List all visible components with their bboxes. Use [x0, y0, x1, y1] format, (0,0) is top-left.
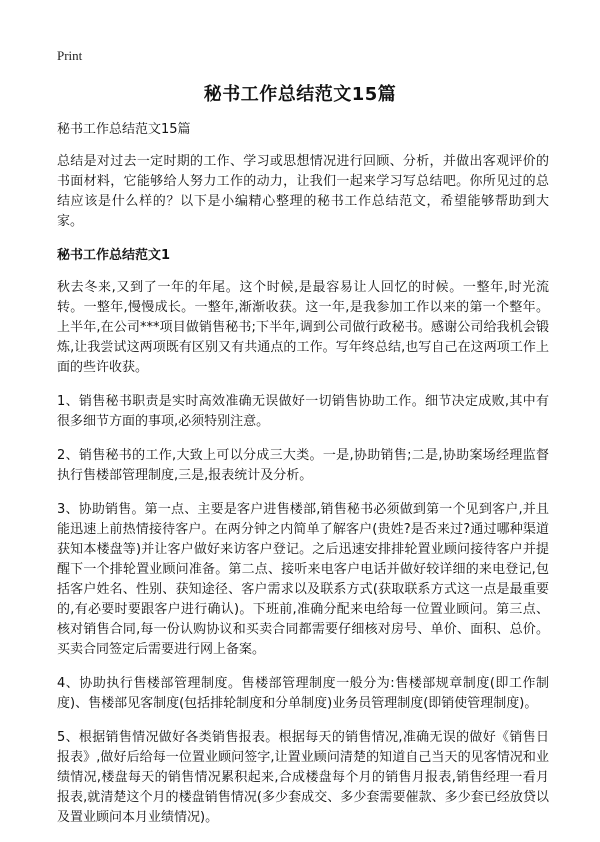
body-paragraph: 1、销售秘书职责是实时高效准确无误做好一切销售协助工作。细节决定成败,其中有很多细节方面的事项,必须特别注意。 — [57, 394, 549, 429]
document-title: 秘书工作总结范文15篇 — [203, 84, 397, 105]
print-link[interactable]: Print — [57, 48, 83, 63]
intro-paragraph: 总结是对过去一定时期的工作、学习或思想情况进行回顾、分析，并做出客观评价的书面材料，它能够给人努力工作的动力，让我们一起来学习写总结吧。你所见过的总结应该是什么样的？以下是小编精心整理的秘书工作总结范文，希望能够帮助到大家。 — [57, 154, 549, 229]
document-subtitle: 秘书工作总结范文15篇 — [57, 122, 191, 137]
body-paragraph: 2、销售秘书的工作,大致上可以分成三大类。一是,协助销售;二是,协助案场经理监督执行售楼部管理制度,三是,报表统计及分析。 — [57, 448, 549, 483]
document-body — [57, 120, 549, 842]
body-paragraph: 5、根据销售情况做好各类销售报表。根据每天的销售情况,准确无误的做好《销售日报表》,做好后给每一位置业顾问签字,让置业顾问清楚的知道自己当天的见客情况和业绩情况,楼盘每天的销售情况累积起来,合成楼盘每个月的销售月报表,销售经理一看月报表,就清楚这个月的楼盘销售情况(多少套成交、多少套需要催款、多少套已经放贷以及置业顾问本月业绩情况)。 — [57, 730, 549, 825]
section-heading: 秘书工作总结范文1 — [57, 248, 171, 263]
body-paragraph: 秋去冬来,又到了一年的年尾。这个时候,是最容易让人回忆的时候。一整年,时光流转。一整年,慢慢成长。一整年,渐渐收获。这一年,是我参加工作以来的第一个整年。上半年,在公司***项目做销售秘书;下半年,调到公司做行政秘书。感谢公司给我机会锻炼,让我尝试这两项既有区别又有共通点的工作。写年终总结,也写自己在这两项工作上面的些许收获。 — [57, 280, 549, 375]
body-paragraph: 4、协助执行售楼部管理制度。售楼部管理制度一般分为:售楼部规章制度(即工作制度)、售楼部见客制度(包括排轮制度和分单制度)业务员管理制度(即销使管理制度)。 — [57, 676, 549, 711]
body-paragraph: 3、协助销售。第一点、主要是客户进售楼部,销售秘书必须做到第一个见到客户,并且能迅速上前热情接待客户。在两分钟之内简单了解客户(贵姓?是否来过?通过哪种渠道获知本楼盘等)并让客户做好来访客户登记。之后迅速安排排轮置业顾问接待客户并提醒下一个排轮置业顾问准备。第二点、接听来电客户电话并做好较详细的来电登记,包括客户姓名、性别、获知途径、客户需求以及联系方式(获取联系方式这一点是最重要的,有必要时要跟客户进行确认)。下班前,准确分配来电给每一位置业顾问。第三点、核对销售合同,每一份认购协议和买卖合同都需要仔细核对房号、单价、面积、总价。买卖合同签定后需要进行网上备案。 — [57, 502, 549, 657]
